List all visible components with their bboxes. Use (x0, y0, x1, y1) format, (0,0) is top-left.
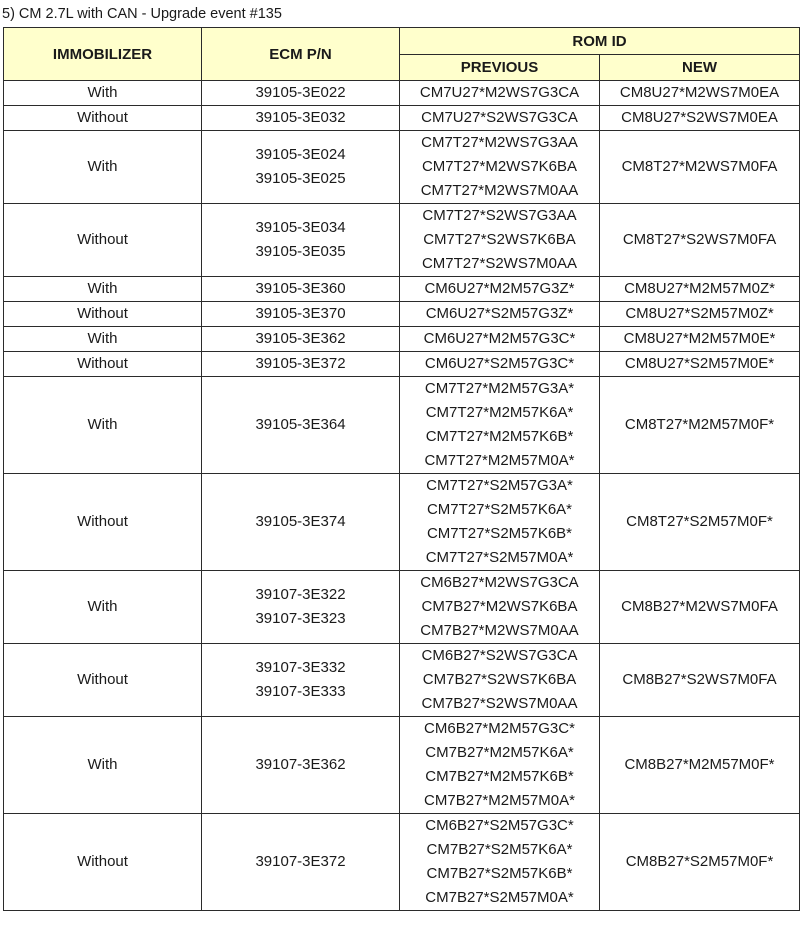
immobilizer-cell: With (4, 327, 202, 352)
ecm-pn-cell-line: 39105-3E032 (255, 109, 346, 126)
ecm-pn-cell-line: 39105-3E370 (255, 305, 346, 322)
ecm-pn-cell (202, 302, 400, 327)
ecm-pn-cell (202, 327, 400, 352)
new-rom-cell: CM8U27*M2M57M0E* (600, 327, 800, 352)
table-row (4, 204, 800, 277)
previous-rom-cell-line: CM7B27*M2WS7M0AA (420, 622, 579, 639)
table-row (4, 644, 800, 717)
table-row (4, 81, 800, 106)
table-row (4, 106, 800, 131)
ecm-pn-cell-line: 39105-3E024 (255, 146, 346, 163)
new-rom-cell: CM8B27*S2WS7M0FA (600, 644, 800, 717)
immobilizer-cell: Without (4, 204, 202, 277)
ecm-pn-cell-line: 39105-3E025 (255, 170, 346, 187)
ecm-pn-cell (202, 106, 400, 131)
ecm-pn-cell-line: 39105-3E360 (255, 280, 346, 297)
table-row (4, 814, 800, 911)
previous-rom-cell (400, 302, 600, 327)
new-rom-cell: CM8B27*M2M57M0F* (600, 717, 800, 814)
ecm-pn-cell-line: 39107-3E333 (255, 683, 346, 700)
rom-id-table (3, 27, 800, 911)
previous-rom-cell (400, 571, 600, 644)
previous-rom-cell-line: CM6B27*M2WS7G3CA (420, 574, 579, 591)
previous-rom-cell (400, 717, 600, 814)
previous-rom-cell-line: CM7T27*M2M57K6B* (425, 428, 574, 445)
previous-rom-cell-line: CM7T27*M2M57K6A* (425, 404, 574, 421)
ecm-pn-cell-line: 39105-3E035 (255, 243, 346, 260)
ecm-pn-cell-line: 39107-3E372 (255, 853, 346, 870)
previous-rom-cell-line: CM7T27*S2WS7G3AA (422, 207, 577, 224)
ecm-pn-cell (202, 814, 400, 911)
header-previous: PREVIOUS (400, 55, 600, 81)
ecm-pn-cell (202, 81, 400, 106)
ecm-pn-cell (202, 377, 400, 474)
previous-rom-cell (400, 377, 600, 474)
table-row (4, 352, 800, 377)
ecm-pn-cell (202, 644, 400, 717)
new-rom-cell: CM8B27*S2M57M0F* (600, 814, 800, 911)
previous-rom-cell-line: CM7B27*S2M57M0A* (425, 889, 574, 906)
new-rom-cell: CM8T27*S2M57M0F* (600, 474, 800, 571)
immobilizer-cell: With (4, 377, 202, 474)
previous-rom-cell-line: CM7T27*M2WS7G3AA (421, 134, 578, 151)
previous-rom-cell-line: CM7T27*S2M57K6B* (426, 525, 573, 542)
previous-rom-cell (400, 474, 600, 571)
previous-rom-cell-line: CM7T27*S2WS7K6BA (423, 231, 576, 248)
ecm-pn-cell-line: 39107-3E322 (255, 586, 346, 603)
previous-rom-cell (400, 106, 600, 131)
header-rom-id: ROM ID (400, 28, 800, 55)
ecm-pn-cell (202, 474, 400, 571)
header-ecm-pn: ECM P/N (202, 28, 400, 81)
immobilizer-cell: Without (4, 302, 202, 327)
table-row (4, 571, 800, 644)
previous-rom-cell (400, 277, 600, 302)
table-row (4, 302, 800, 327)
ecm-pn-cell (202, 352, 400, 377)
ecm-pn-cell-line: 39105-3E034 (255, 219, 346, 236)
previous-rom-cell-line: CM7T27*M2M57G3A* (424, 380, 575, 397)
previous-rom-cell (400, 352, 600, 377)
table-row (4, 277, 800, 302)
previous-rom-cell-line: CM6B27*S2M57G3C* (425, 817, 574, 834)
previous-rom-cell-line: CM7T27*M2M57M0A* (424, 452, 575, 469)
immobilizer-cell: With (4, 81, 202, 106)
previous-rom-cell-line: CM7T27*S2M57G3A* (426, 477, 573, 494)
previous-rom-cell-line: CM6B27*M2M57G3C* (424, 720, 575, 737)
previous-rom-cell-line: CM6U27*M2M57G3Z* (424, 280, 575, 297)
previous-rom-cell (400, 204, 600, 277)
immobilizer-cell: Without (4, 106, 202, 131)
previous-rom-cell-line: CM7T27*M2WS7M0AA (420, 182, 579, 199)
immobilizer-cell: With (4, 571, 202, 644)
ecm-pn-cell-line: 39105-3E372 (255, 355, 346, 372)
previous-rom-cell-line: CM6U27*S2M57G3C* (424, 355, 575, 372)
new-rom-cell: CM8B27*M2WS7M0FA (600, 571, 800, 644)
new-rom-cell: CM8U27*S2M57M0Z* (600, 302, 800, 327)
previous-rom-cell-line: CM7B27*M2M57M0A* (424, 792, 575, 809)
previous-rom-cell (400, 81, 600, 106)
previous-rom-cell-line: CM7B27*S2WS7M0AA (421, 695, 578, 712)
previous-rom-cell-line: CM7B27*M2M57K6A* (425, 744, 574, 761)
previous-rom-cell-line: CM6U27*M2M57G3C* (423, 330, 576, 347)
new-rom-cell: CM8U27*S2WS7M0EA (600, 106, 800, 131)
immobilizer-cell: With (4, 131, 202, 204)
previous-rom-cell-line: CM7T27*S2M57K6A* (426, 501, 573, 518)
previous-rom-cell (400, 644, 600, 717)
table-row (4, 717, 800, 814)
ecm-pn-cell-line: 39105-3E364 (255, 416, 346, 433)
new-rom-cell: CM8T27*M2WS7M0FA (600, 131, 800, 204)
immobilizer-cell: Without (4, 474, 202, 571)
immobilizer-cell: With (4, 717, 202, 814)
immobilizer-cell: Without (4, 352, 202, 377)
new-rom-cell: CM8U27*M2WS7M0EA (600, 81, 800, 106)
previous-rom-cell-line: CM7U27*M2WS7G3CA (419, 84, 580, 101)
new-rom-cell: CM8T27*S2WS7M0FA (600, 204, 800, 277)
ecm-pn-cell (202, 204, 400, 277)
ecm-pn-cell-line: 39107-3E323 (255, 610, 346, 627)
previous-rom-cell-line: CM7B27*S2M57K6A* (426, 841, 573, 858)
previous-rom-cell-line: CM7B27*M2WS7K6BA (421, 598, 578, 615)
previous-rom-cell-line: CM7B27*S2M57K6B* (426, 865, 573, 882)
previous-rom-cell-line: CM7T27*S2M57M0A* (425, 549, 574, 566)
ecm-pn-cell-line: 39105-3E362 (255, 330, 346, 347)
table-row (4, 327, 800, 352)
ecm-pn-cell (202, 277, 400, 302)
new-rom-cell: CM8U27*S2M57M0E* (600, 352, 800, 377)
table-row (4, 377, 800, 474)
previous-rom-cell-line: CM7T27*M2WS7K6BA (421, 158, 578, 175)
ecm-pn-cell (202, 571, 400, 644)
previous-rom-cell (400, 814, 600, 911)
ecm-pn-cell-line: 39105-3E022 (255, 84, 346, 101)
table-row (4, 474, 800, 571)
immobilizer-cell: With (4, 277, 202, 302)
immobilizer-cell: Without (4, 644, 202, 717)
previous-rom-cell (400, 131, 600, 204)
ecm-pn-cell (202, 131, 400, 204)
new-rom-cell: CM8U27*M2M57M0Z* (600, 277, 800, 302)
previous-rom-cell-line: CM7B27*S2WS7K6BA (422, 671, 577, 688)
previous-rom-cell-line: CM7B27*M2M57K6B* (425, 768, 574, 785)
new-rom-cell: CM8T27*M2M57M0F* (600, 377, 800, 474)
previous-rom-cell-line: CM6U27*S2M57G3Z* (425, 305, 574, 322)
ecm-pn-cell-line: 39107-3E332 (255, 659, 346, 676)
ecm-pn-cell-line: 39105-3E374 (255, 513, 346, 530)
table-body (4, 81, 800, 911)
table-row (4, 131, 800, 204)
previous-rom-cell (400, 327, 600, 352)
previous-rom-cell-line: CM7T27*S2WS7M0AA (421, 255, 578, 272)
immobilizer-cell: Without (4, 814, 202, 911)
previous-rom-cell-line: CM7U27*S2WS7G3CA (421, 109, 578, 126)
previous-rom-cell-line: CM6B27*S2WS7G3CA (421, 647, 578, 664)
header-new: NEW (600, 55, 800, 81)
header-immobilizer: IMMOBILIZER (4, 28, 202, 81)
table-caption: 5) CM 2.7L with CAN - Upgrade event #135 (2, 6, 282, 22)
ecm-pn-cell-line: 39107-3E362 (255, 756, 346, 773)
ecm-pn-cell (202, 717, 400, 814)
